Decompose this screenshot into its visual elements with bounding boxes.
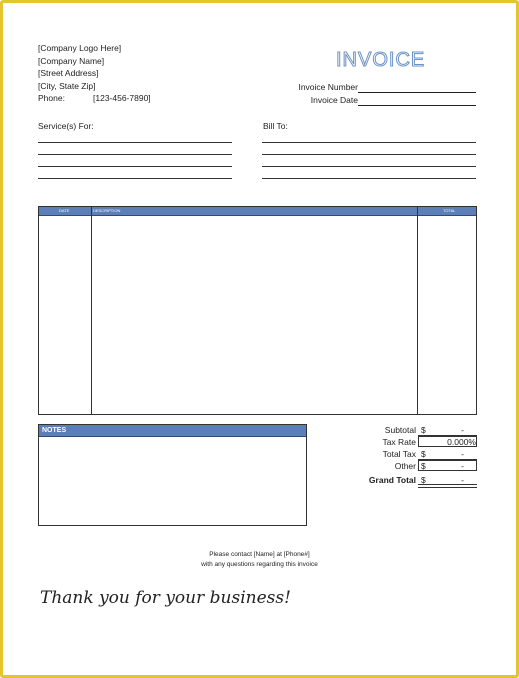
- company-street: [Street Address]: [38, 68, 99, 78]
- description-column-cells[interactable]: [92, 216, 417, 414]
- company-info: [38, 42, 151, 105]
- notes-header: [39, 425, 306, 437]
- bill-to-line[interactable]: [262, 142, 476, 143]
- invoice-date-label: Invoice Date: [310, 95, 358, 105]
- invoice-title: INVOICE: [336, 49, 426, 71]
- grand-total-label: Grand Total: [368, 475, 416, 485]
- services-for-line[interactable]: [38, 166, 232, 167]
- total-column-cells[interactable]: [418, 216, 476, 414]
- other-value: -: [461, 461, 464, 471]
- other-label: Other: [394, 461, 416, 471]
- services-for-line[interactable]: [38, 142, 232, 143]
- line-items-header: [39, 207, 476, 216]
- tax-rate-row: [340, 436, 480, 448]
- phone-label: Phone:: [38, 93, 65, 103]
- invoice-date-field[interactable]: [358, 105, 476, 106]
- contact-line-1: Please contact [Name] at [Phone#]: [209, 551, 310, 558]
- services-for-label: Service(s) For:: [38, 121, 94, 131]
- subtotal-currency: $: [421, 425, 426, 435]
- column-header-description: DESCRIPTION: [93, 208, 121, 213]
- grand-total-currency: $: [421, 475, 426, 485]
- total-tax-currency: $: [421, 449, 426, 459]
- grand-total-row: [340, 474, 480, 486]
- services-for-line[interactable]: [38, 154, 232, 155]
- column-header-date: DATE: [59, 208, 70, 213]
- company-logo-placeholder: [Company Logo Here]: [38, 43, 122, 53]
- notes-field[interactable]: [39, 437, 306, 525]
- bill-to-label: Bill To:: [263, 121, 288, 131]
- notes-label: NOTES: [42, 427, 67, 434]
- subtotal-label: Subtotal: [384, 425, 416, 435]
- bill-to-line[interactable]: [262, 178, 476, 179]
- subtotal-value: -: [461, 425, 464, 435]
- date-column-cells[interactable]: [39, 216, 91, 414]
- other-row: [340, 460, 480, 472]
- company-city: [City, State Zip]: [38, 80, 96, 91]
- company-phone-row: [38, 92, 151, 105]
- bill-to-line[interactable]: [262, 166, 476, 167]
- services-for-line[interactable]: [38, 178, 232, 179]
- invoice-number-field[interactable]: [358, 92, 476, 93]
- notes-box: [38, 424, 307, 526]
- column-header-total: TOTAL: [443, 208, 456, 213]
- line-items-table: [38, 206, 477, 415]
- tax-rate-label: Tax Rate: [382, 437, 416, 447]
- tax-rate-value: 0.000%: [447, 437, 476, 447]
- other-currency: $: [421, 461, 426, 471]
- total-tax-value: -: [461, 449, 464, 459]
- thank-you-message: Thank you for your business!: [40, 588, 291, 608]
- other-input[interactable]: [418, 460, 477, 471]
- grand-total-double-underline: [418, 484, 477, 488]
- total-tax-label: Total Tax: [382, 449, 416, 459]
- grand-total-value: -: [461, 475, 464, 485]
- subtotal-row: [340, 424, 480, 436]
- invoice-number-label: Invoice Number: [298, 82, 358, 92]
- phone-value: [123-456-7890]: [93, 93, 151, 103]
- contact-line-2: with any questions regarding this invoice: [201, 561, 318, 568]
- total-tax-row: [340, 448, 480, 460]
- bill-to-line[interactable]: [262, 154, 476, 155]
- company-name: [Company Name]: [38, 55, 105, 66]
